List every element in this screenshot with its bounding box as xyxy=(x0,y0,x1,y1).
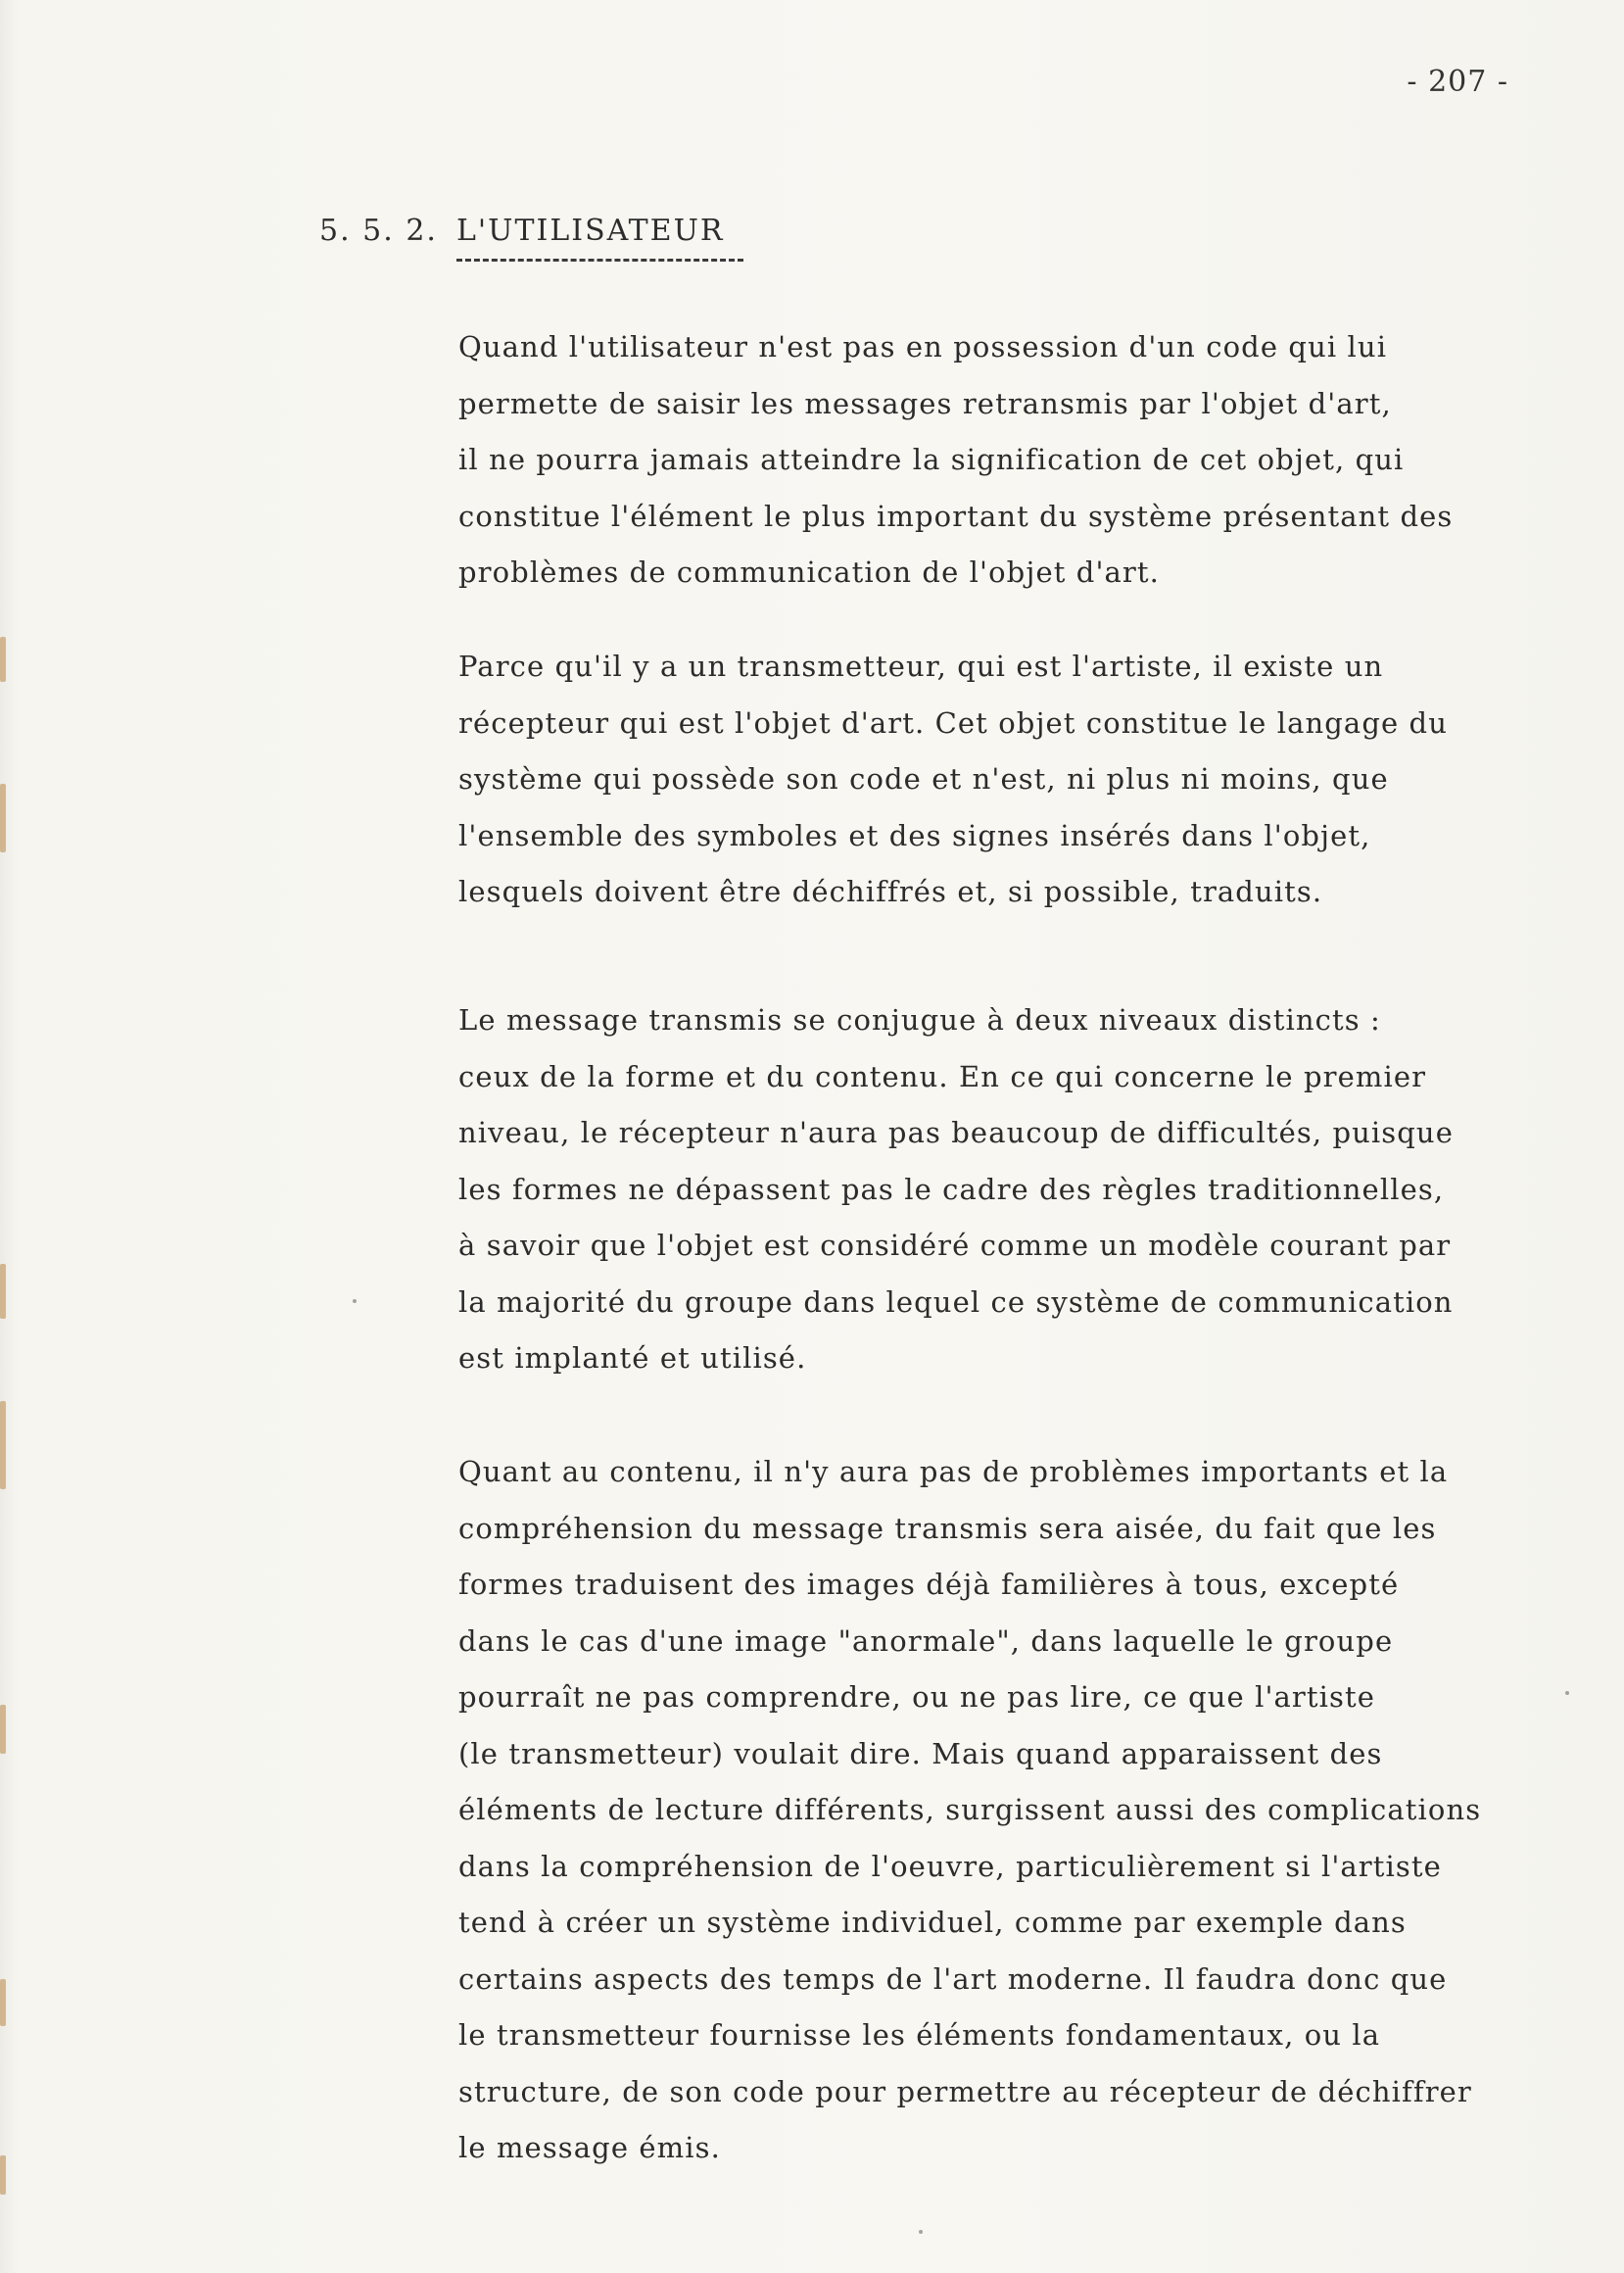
text-line: dans la compréhension de l'oeuvre, particulièrement si l'artiste xyxy=(458,1849,1442,1883)
text-line: Le message transmis se conjugue à deux niveaux distincts : xyxy=(458,1003,1381,1037)
text-line: le transmetteur fournisse les éléments fondamentaux, ou la xyxy=(458,2018,1381,2052)
text-line: le message émis. xyxy=(458,2131,721,2164)
binding-mark xyxy=(0,1401,6,1489)
text-line: structure, de son code pour permettre au récepteur de déchiffrer xyxy=(458,2074,1472,2108)
paragraph xyxy=(458,319,1595,602)
text-line: ceux de la forme et du contenu. En ce qui concerne le premier xyxy=(458,1059,1427,1093)
text-line: la majorité du groupe dans lequel ce système de communication xyxy=(458,1284,1454,1319)
text-line: éléments de lecture différents, surgissent aussi des complications xyxy=(458,1793,1482,1826)
text-line: Quand l'utilisateur n'est pas en possession d'un code qui lui xyxy=(458,330,1388,363)
paper-speck xyxy=(919,2230,923,2234)
binding-mark xyxy=(0,784,6,852)
paragraph xyxy=(458,1444,1595,2177)
text-line: certains aspects des temps de l'art moderne. Il faudra donc que xyxy=(458,1961,1448,1996)
text-line: système qui possède son code et n'est, ni plus ni moins, que xyxy=(458,762,1389,796)
paragraph xyxy=(458,992,1595,1387)
text-line: permette de saisir les messages retransmis par l'objet d'art, xyxy=(458,386,1392,420)
section-heading xyxy=(319,214,724,248)
text-line: pourraît ne pas comprendre, ou ne pas lire, ce que l'artiste xyxy=(458,1680,1376,1714)
text-line: il ne pourra jamais atteindre la signification de cet objet, qui xyxy=(458,443,1405,476)
section-title: L'UTILISATEUR xyxy=(456,214,725,248)
paragraph xyxy=(458,639,1595,921)
text-line: (le transmetteur) voulait dire. Mais quand apparaissent des xyxy=(458,1736,1383,1770)
text-line: récepteur qui est l'objet d'art. Cet objet constitue le langage du xyxy=(458,705,1449,740)
text-line: Parce qu'il y a un transmetteur, qui est l'artiste, il existe un xyxy=(458,650,1384,683)
binding-mark xyxy=(0,1979,6,2026)
text-line: dans le cas d'une image "anormale", dans laquelle le groupe xyxy=(458,1623,1394,1658)
text-line: lesquels doivent être déchiffrés et, si possible, traduits. xyxy=(458,875,1323,908)
paper-speck xyxy=(353,1299,357,1303)
text-line: problèmes de communication de l'objet d'art. xyxy=(458,556,1160,589)
text-line: niveau, le récepteur n'aura pas beaucoup de difficultés, puisque xyxy=(458,1116,1454,1149)
text-line: formes traduisent des images déjà familières à tous, excepté xyxy=(458,1568,1400,1601)
text-line: l'ensemble des symboles et des signes insérés dans l'objet, xyxy=(458,818,1371,852)
text-line: Quant au contenu, il n'y aura pas de problèmes importants et la xyxy=(458,1455,1449,1488)
binding-mark xyxy=(0,1264,6,1319)
binding-mark xyxy=(0,1705,6,1754)
text-line: constitue l'élément le plus important du système présentant des xyxy=(458,499,1454,533)
binding-mark xyxy=(0,637,6,682)
text-line: à savoir que l'objet est considéré comme un modèle courant par xyxy=(458,1229,1452,1262)
text-line: est implanté et utilisé. xyxy=(458,1341,807,1375)
text-line: compréhension du message transmis sera aisée, du fait que les xyxy=(458,1511,1437,1545)
text-line: tend à créer un système individuel, comme par exemple dans xyxy=(458,1906,1407,1939)
page-number: - 207 - xyxy=(1407,65,1508,99)
section-number: 5. 5. 2. xyxy=(319,214,438,248)
text-line: les formes ne dépassent pas le cadre des règles traditionnelles, xyxy=(458,1172,1445,1206)
binding-mark xyxy=(0,2155,6,2195)
